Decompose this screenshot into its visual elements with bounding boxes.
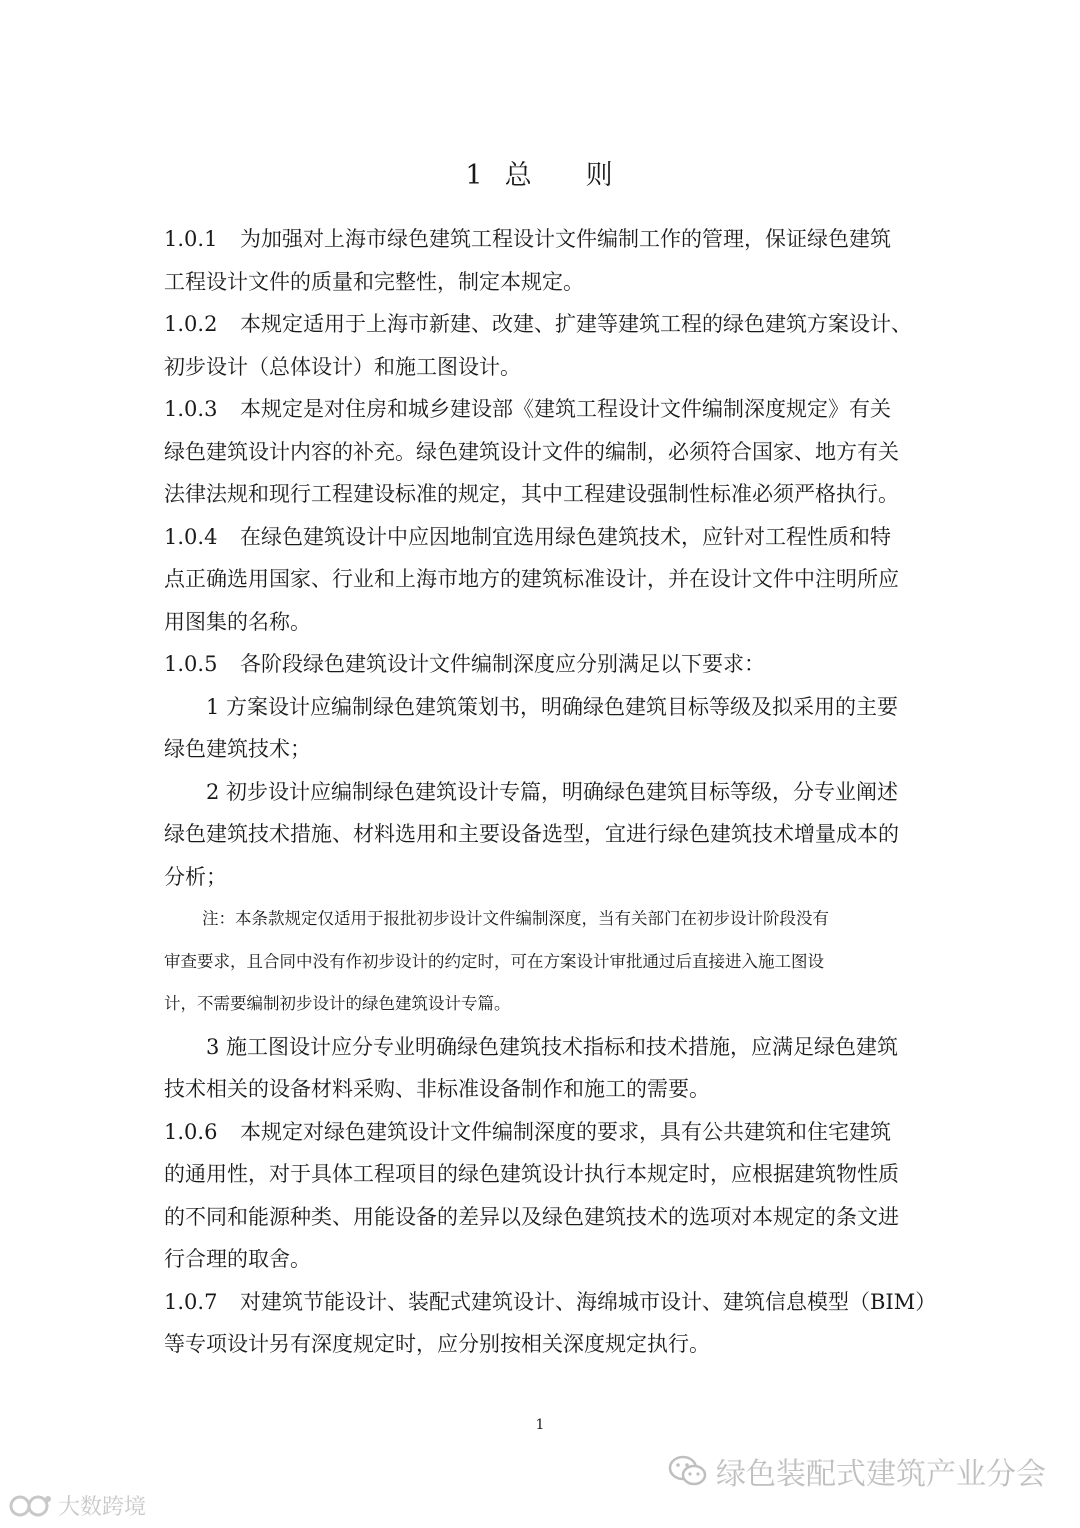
clause-text: 各阶段绿色建筑设计文件编制深度应分别满足以下要求： <box>240 652 765 676</box>
list-item-1: 1 方案设计应编制绿色建筑策划书，明确绿色建筑目标等级及拟采用的主要 <box>206 694 899 719</box>
list-item-2-cont: 分析； <box>164 864 227 889</box>
list-item-1-cont: 绿色建筑技术； <box>164 737 311 761</box>
clause-number: 1.0.7 <box>164 1289 218 1314</box>
clause-number: 1.0.4 <box>164 524 218 549</box>
clause-text: 的通用性，对于具体工程项目的绿色建筑设计执行本规定时，应根据建筑物性质 <box>164 1162 899 1186</box>
clause-1-0-1 <box>164 218 920 303</box>
note <box>164 898 920 1026</box>
clause-text: 绿色建筑设计内容的补充。绿色建筑设计文件的编制，必须符合国家、地方有关 <box>164 439 899 464</box>
chapter-title-word-1: 总 <box>504 160 534 191</box>
wechat-icon <box>668 1454 708 1488</box>
watermark-right-text: 绿色装配式建筑产业分会 <box>716 1457 1046 1492</box>
note-text: 注：本条款规定仅适用于报批初步设计文件编制深度，当有关部门在初步设计阶段没有 <box>202 909 829 928</box>
clause-text: 本规定适用于上海市新建、改建、扩建等建筑工程的绿色建筑方案设计、 <box>240 312 912 336</box>
clause-text: 在绿色建筑设计中应因地制宜选用绿色建筑技术，应针对工程性质和特 <box>240 524 891 549</box>
clause-text: 本规定是对住房和城乡建设部《建筑工程设计文件编制深度规定》有关 <box>240 397 891 421</box>
note-text: 审查要求，且合同中没有作初步设计的约定时，可在方案设计审批通过后直接进入施工图设 <box>164 951 824 971</box>
watermark-right <box>668 1449 1046 1493</box>
chapter-title-word-2: 则 <box>585 160 615 191</box>
clause-text: 对建筑节能设计、装配式建筑设计、海绵城市设计、建筑信息模型（BIM） <box>240 1289 937 1314</box>
page-number: 1 <box>535 1417 545 1433</box>
clause-1-0-7 <box>164 1281 937 1366</box>
list-item-3-cont: 技术相关的设备材料采购、非标准设备制作和施工的需要。 <box>164 1077 710 1101</box>
chapter-title <box>0 153 1080 192</box>
clause-text: 的不同和能源种类、用能设备的差异以及绿色建筑技术的选项对本规定的条文进 <box>164 1204 899 1229</box>
list-item-2-cont: 绿色建筑技术措施、材料选用和主要设备选型，宜进行绿色建筑技术增量成本的 <box>164 822 899 846</box>
clause-text: 用图集的名称。 <box>164 609 311 634</box>
clause-text: 为加强对上海市绿色建筑工程设计文件编制工作的管理，保证绿色建筑 <box>240 227 891 251</box>
clause-number: 1.0.3 <box>164 397 218 421</box>
clause-text: 点正确选用国家、行业和上海市地方的建筑标准设计，并在设计文件中注明所应 <box>164 567 899 591</box>
list-item-3: 3 施工图设计应分专业明确绿色建筑技术指标和技术措施，应满足绿色建筑 <box>206 1034 899 1059</box>
clause-text: 工程设计文件的质量和完整性，制定本规定。 <box>164 269 584 294</box>
clause-1-0-2 <box>164 303 920 388</box>
clause-text: 行合理的取舍。 <box>164 1247 311 1271</box>
clause-text: 等专项设计另有深度规定时，应分别按相关深度规定执行。 <box>164 1332 710 1356</box>
clause-text: 法律法规和现行工程建设标准的规定，其中工程建设强制性标准必须严格执行。 <box>164 482 899 506</box>
clause-1-0-6 <box>164 1111 920 1281</box>
clause-1-0-3 <box>164 388 920 516</box>
chapter-number: 1 <box>465 160 485 191</box>
list-item-2: 2 初步设计应编制绿色建筑设计专篇，明确绿色建筑目标等级，分专业阐述 <box>206 779 899 804</box>
clause-1-0-4 <box>164 516 920 644</box>
clause-number: 1.0.1 <box>164 227 218 251</box>
clause-text: 本规定对绿色建筑设计文件编制深度的要求，具有公共建筑和住宅建筑 <box>240 1119 891 1144</box>
clause-number: 1.0.6 <box>164 1119 218 1144</box>
clause-text: 初步设计（总体设计）和施工图设计。 <box>164 354 521 379</box>
watermark-left-text: 大数跨境 <box>58 1495 147 1520</box>
clause-number: 1.0.5 <box>164 652 218 676</box>
note-text: 计，不需要编制初步设计的绿色建筑设计专篇。 <box>164 994 511 1013</box>
watermark-left <box>8 1490 146 1521</box>
clause-1-0-5 <box>164 643 920 1111</box>
brand-logo-icon <box>8 1493 54 1519</box>
clause-number: 1.0.2 <box>164 312 218 336</box>
document-body <box>164 218 937 1366</box>
